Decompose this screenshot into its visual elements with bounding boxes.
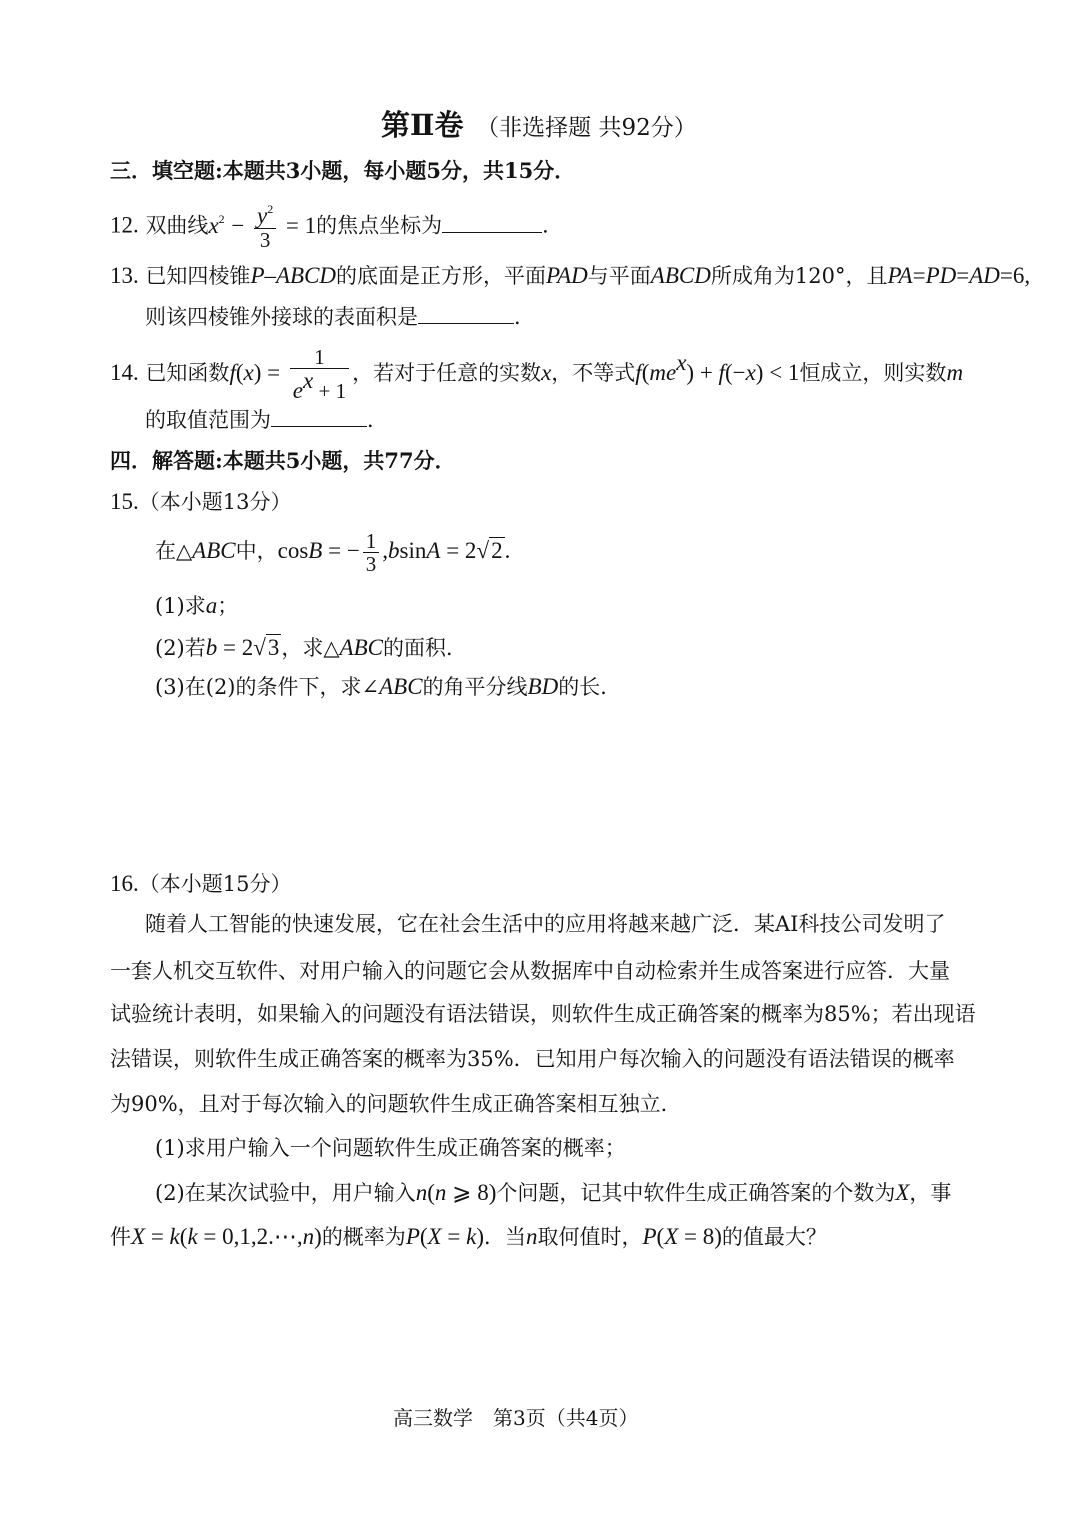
q13-text-e: 则该四棱锥外接球的表面积是 [145, 305, 418, 329]
q14-text-e: 的取值范围为 [145, 408, 271, 432]
q15-part3: (3)在(2)的条件下，求∠ABC的角平分线BD的长． [155, 674, 622, 699]
q14-inequality: $f(me^x) + f(-x) < 1$ [635, 350, 800, 386]
q14-text-c: ，不等式 [551, 361, 636, 386]
q15-given: cosB = − $\frac{1}{3}$ ,bsinA = 2√2. [277, 529, 511, 577]
q12-text-b: 的焦点坐标为 [316, 213, 443, 238]
q12-number: 12. [110, 212, 139, 238]
part3-heading: 三．填空题:本题共3小题，每小题5分，共15分． [110, 158, 576, 183]
q13-equation: PA=PD=AD=6, [887, 263, 1031, 288]
q16-paragraph-line2: 一套人机交互软件、对用户输入的问题它会从数据库中自动检索并生成答案进行应答．大量 [110, 959, 950, 983]
q16-points: （本小题15分） [138, 872, 292, 896]
q13-plane-pad: PAD [546, 263, 588, 288]
q16-part2-text-h: 的值最大？ [721, 1225, 827, 1249]
page-footer: 高三数学 第3页（共4页） [393, 1406, 639, 1430]
q16-number: 16. [110, 871, 139, 896]
q16-part2-text-f: ．当 [483, 1225, 526, 1249]
q13-plane-abcd: ABCD [650, 263, 711, 288]
q16-part2-text-g: 取何值时， [537, 1225, 643, 1249]
q14-var-m: m [946, 360, 964, 386]
q16-paragraph-line5: 为90%，且对于每次输入的问题软件生成正确答案相互独立． [110, 1092, 682, 1116]
q15-part3-text-c: 的长． [558, 675, 622, 699]
q15-part1-end: ； [217, 594, 239, 618]
q16-part2-line2: 件X = k(k = 0,1,2.⋯,n)的概率为P(X = k)．当n取何值时，P(X = 8)的值最大？ [110, 1224, 827, 1249]
q15-part1-text: (1)求 [155, 594, 206, 618]
question-14-line1 [110, 346, 963, 403]
q12-formula: $x^2$ − $\frac{y^2}{3}$ = 1 [208, 202, 317, 253]
question-16-header [110, 872, 291, 895]
q14-function: f(x) = $\frac{1}{e^x + 1}$ [229, 361, 352, 385]
q14-text-d: 恒成立，则实数 [799, 361, 947, 386]
q13-number: 13. [110, 263, 139, 288]
q12-text-a: 双曲线 [145, 213, 209, 238]
q15-stem-b: 中， [235, 539, 278, 564]
q13-answer-blank [418, 305, 514, 324]
part4-heading: 四．解答题:本题共5小题，共77分． [110, 448, 456, 473]
question-12 [110, 203, 563, 251]
q12-answer-blank [442, 214, 542, 233]
q16-paragraph-line4: 法错误，则软件生成正确答案的概率为35%．已知用户每次输入的问题没有语法错误的概率 [110, 1047, 955, 1071]
q15-part2-text-c: 的面积． [382, 636, 467, 660]
q16-part2-text-b: 个问题，记其中软件生成正确答案的个数为 [496, 1181, 896, 1205]
q14-period: ． [367, 408, 388, 432]
q14-number: 14. [110, 360, 139, 386]
q16-paragraph-line1: 随着人工智能的快速发展，它在社会生活中的应用将越来越广泛．某AI科技公司发明了 [145, 912, 946, 936]
q15-part2: (2)若b = 2√3，求△ABC的面积． [155, 635, 467, 660]
section-subtitle: （非选择题 共92分） [476, 115, 697, 141]
q13-text-c: 与平面 [587, 264, 651, 288]
section-title: 第Ⅱ卷 [381, 108, 464, 142]
q13-pyramid: P–ABCD [250, 263, 337, 288]
question-15-header [110, 490, 291, 513]
q16-part2-text-e: 的概率为 [321, 1225, 406, 1249]
q15-stem-a: 在△ [155, 539, 193, 564]
q16-part2-text-d: 件 [110, 1225, 131, 1249]
q13-text-d: 所成角为120°，且 [710, 264, 888, 288]
q15-number: 15. [110, 489, 139, 514]
q16-part1: (1)求用户输入一个问题软件生成正确答案的概率； [155, 1136, 626, 1160]
question-13-line2 [145, 305, 535, 328]
page-title [381, 108, 697, 142]
q14-text-a: 已知函数 [145, 361, 230, 386]
q16-part2-text-c: ，事 [909, 1181, 952, 1205]
q15-part2-text-b: ，求△ [281, 636, 340, 660]
q15-part2-text-a: (2)若 [155, 636, 206, 660]
q15-part3-text-a: (3)在(2)的条件下，求∠ [155, 675, 380, 699]
q12-period: ． [542, 213, 564, 238]
q15-points: （本小题13分） [138, 490, 292, 514]
q14-var-x: x [541, 360, 552, 386]
question-13-line1 [110, 264, 1030, 287]
q15-part3-text-b: 的角平分线 [422, 675, 528, 699]
q13-text-b: 的底面是正方形，平面 [336, 264, 547, 288]
q16-part2-line1: (2)在某次试验中，用户输入n(n ⩾ 8)个问题，记其中软件生成正确答案的个数为X，事 [155, 1180, 952, 1205]
q16-part2-text-a: (2)在某次试验中，用户输入 [155, 1181, 416, 1205]
q14-text-b: ，若对于任意的实数 [352, 361, 542, 386]
q15-part1: (1)求a； [155, 593, 239, 618]
q13-text-a: 已知四棱锥 [145, 264, 251, 288]
q16-paragraph-line3: 试验统计表明，如果输入的问题没有语法错误，则软件生成正确答案的概率为85%；若出现语 [110, 1002, 976, 1026]
q13-period: ． [514, 305, 535, 329]
question-14-line2 [145, 408, 388, 431]
q14-answer-blank [271, 408, 367, 427]
q15-stem: 在△ABC中，cosB = − $\frac{1}{3}$ ,bsinA = 2√2. [155, 529, 511, 577]
